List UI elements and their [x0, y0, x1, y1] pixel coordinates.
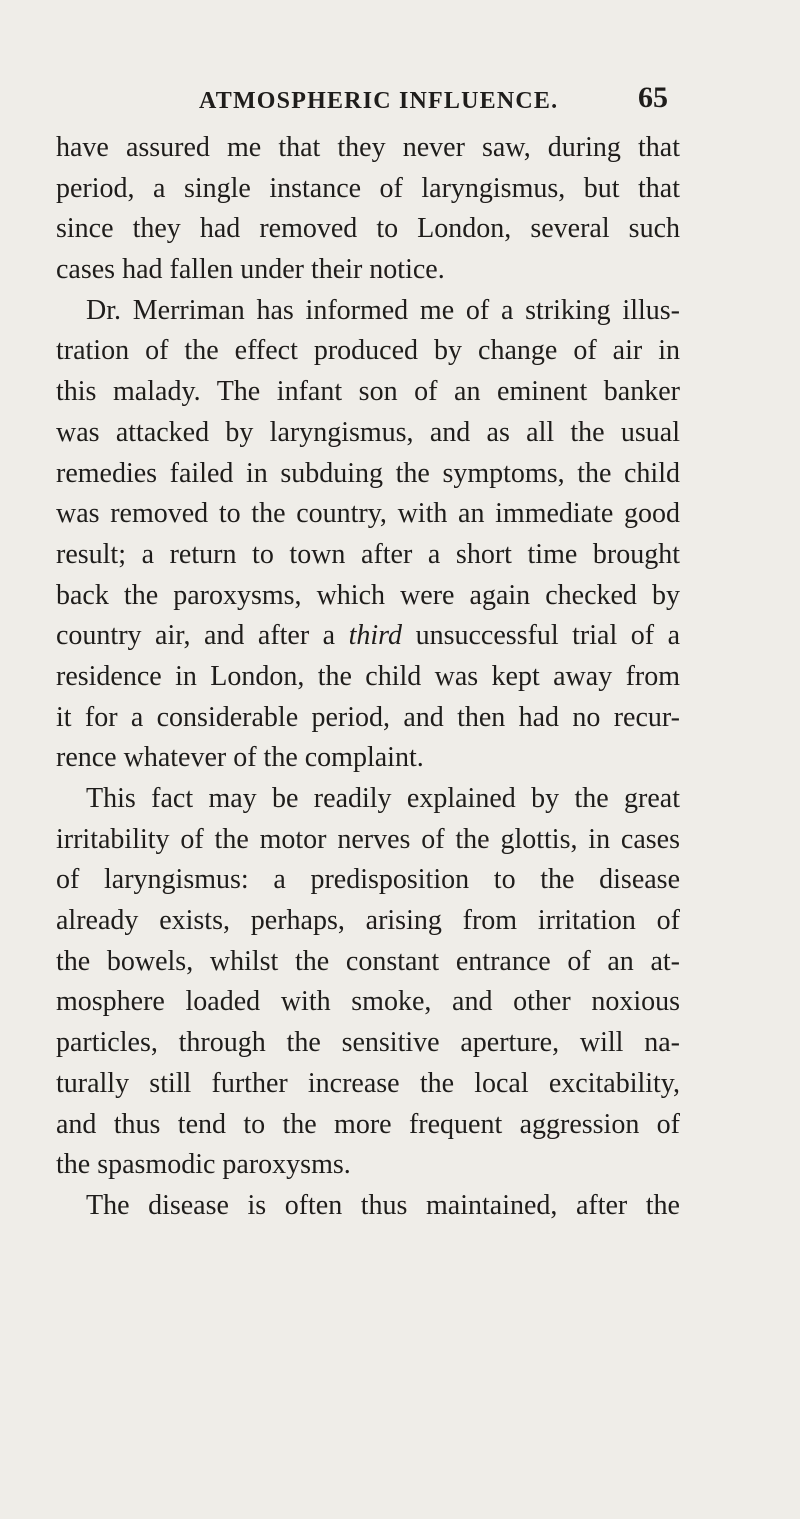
text-line	[56, 942, 680, 983]
text-line	[56, 901, 680, 942]
text-line	[56, 1145, 680, 1186]
text-line	[56, 779, 680, 820]
italic-word: third	[348, 620, 403, 652]
text-line	[56, 820, 680, 861]
text-line	[56, 128, 680, 169]
text-line-content: tration of the effect produced by change of air in	[56, 335, 680, 367]
running-head	[0, 80, 800, 114]
text-line-content: turally still further increase the local excitability,	[56, 1067, 680, 1099]
text-line	[56, 982, 680, 1023]
text-line-content: cases had fallen under their notice.	[56, 254, 445, 286]
text-line-content: The disease is often thus maintained, after the	[86, 1189, 680, 1221]
text-line	[56, 1064, 680, 1105]
text-line-content: back the paroxysms, which were again checked by	[56, 579, 680, 611]
text-line-content: country air, and after a	[56, 620, 336, 652]
text-line-content: this malady. The infant son of an eminent banker	[56, 376, 680, 408]
text-line-content: it for a considerable period, and then had no recur-	[56, 701, 680, 733]
text-line	[56, 1186, 680, 1227]
text-line	[56, 413, 680, 454]
text-line	[56, 291, 680, 332]
text-line-content: mosphere loaded with smoke, and other noxious	[56, 986, 680, 1018]
text-line-content: already exists, perhaps, arising from irritation of	[56, 905, 680, 937]
text-line	[56, 1023, 680, 1064]
text-line	[56, 372, 680, 413]
text-line-content: particles, through the sensitive aperture, will na-	[56, 1027, 680, 1059]
text-line	[56, 616, 680, 657]
text-line	[56, 860, 680, 901]
text-line	[56, 331, 680, 372]
page-number: 65	[638, 81, 668, 114]
text-line-content: the bowels, whilst the constant entrance of an at-	[56, 945, 680, 977]
text-line	[56, 576, 680, 617]
text-line	[56, 698, 680, 739]
text-line-continuation: unsuccessful trial of a	[415, 620, 681, 652]
text-line-content: and thus tend to the more frequent aggression of	[56, 1108, 680, 1140]
text-line-content: result; a return to town after a short time brought	[56, 538, 680, 570]
text-line-content: was removed to the country, with an immediate good	[56, 498, 680, 530]
text-line-content: residence in London, the child was kept away from	[56, 660, 680, 692]
text-line	[56, 209, 680, 250]
text-line-content: Dr. Merriman has informed me of a striking illus-	[86, 294, 680, 326]
text-line	[56, 738, 680, 779]
text-line-content: since they had removed to London, several such	[56, 213, 680, 245]
text-line-content: rence whatever of the complaint.	[56, 742, 424, 774]
text-line-content: the spasmodic paroxysms.	[56, 1149, 351, 1181]
body-text	[56, 128, 680, 1227]
text-line-content: have assured me that they never saw, during that	[56, 132, 680, 163]
text-line	[56, 657, 680, 698]
text-line-content: period, a single instance of laryngismus, but that	[56, 172, 680, 204]
text-line-content: was attacked by laryngismus, and as all the usual	[56, 416, 680, 448]
text-line	[56, 454, 680, 495]
text-line-content: remedies failed in subduing the symptoms, the child	[56, 457, 680, 489]
text-line-content: irritability of the motor nerves of the glottis, in cases	[56, 823, 680, 855]
text-line	[56, 535, 680, 576]
text-line	[56, 1105, 680, 1146]
text-line-content: This fact may be readily explained by the great	[86, 783, 680, 814]
running-title: ATMOSPHERIC INFLUENCE.	[199, 88, 559, 114]
text-line-content: of laryngismus: a predisposition to the disease	[56, 864, 680, 896]
text-line	[56, 169, 680, 210]
text-line	[56, 250, 680, 291]
text-line	[56, 494, 680, 535]
